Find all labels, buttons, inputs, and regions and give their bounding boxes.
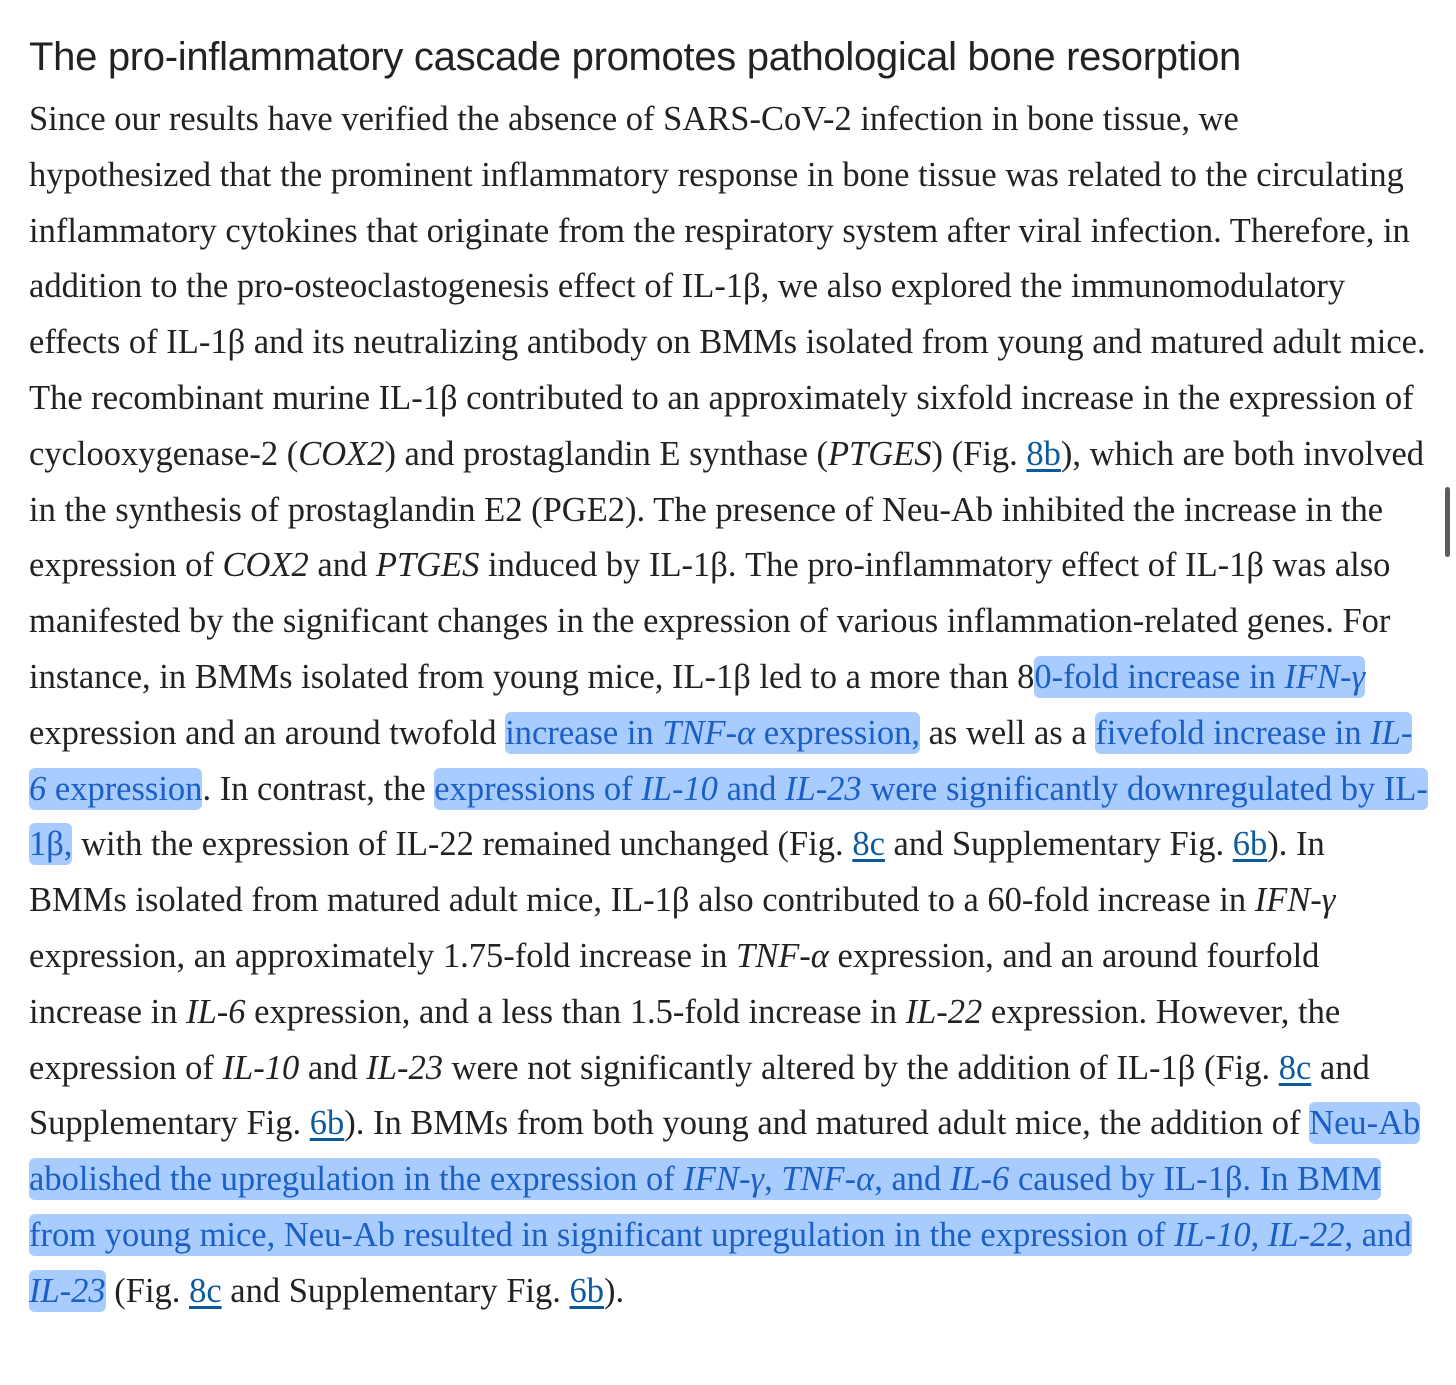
gene-name: IL-6: [29, 713, 1413, 808]
text-segment: expression. However, the expression of: [29, 992, 1341, 1087]
highlight-segment: , and: [874, 1160, 950, 1199]
highlight-segment: ,: [764, 1160, 782, 1199]
highlight-segment: expressions of: [434, 769, 642, 808]
highlight-segment: 0-fold increase in: [1034, 657, 1285, 696]
section-heading: The pro-inflammatory cascade promotes pathological bone resorption: [29, 35, 1241, 79]
gene-name: IL-10: [1173, 1215, 1251, 1254]
gene-name: IFN-γ: [1254, 881, 1336, 920]
highlight-segment: fivefold increase in: [1095, 713, 1371, 752]
gene-name: COX2: [222, 546, 309, 585]
highlight-segment: and: [717, 769, 786, 808]
gene-name: COX2: [298, 434, 385, 473]
highlight-segment: expression,: [755, 713, 920, 752]
text-segment: Since our results have verified the absence of SARS-CoV-2 infection in bone tissue, we hypothesized that the prominent inflammatory response in bone tissue was related to the circulating inflammatory cytokines that originate from the respiratory system after viral infection. Therefore, in addition to the pro-osteoclastogenesis effect of IL-1β, we also explored the immunomodulatory effects of IL-1β and its neutralizing antibody on BMMs isolated from young and matured adult mice. The recombinant murine IL-1β contributed to an approximately sixfold increase in the expression of cyclooxygenase-2 (: [29, 100, 1426, 473]
gene-name: IFN-γ: [683, 1160, 765, 1199]
text-segment: as well as a: [919, 713, 1096, 752]
gene-name: IL-10: [641, 769, 718, 808]
gene-name: IL-6: [949, 1160, 1010, 1199]
highlight-segment: expression: [46, 769, 203, 808]
text-segment: expression, an approximately 1.75-fold increase in: [29, 936, 737, 975]
gene-name: PTGES: [828, 434, 932, 473]
gene-name: IL-23: [366, 1048, 443, 1087]
figure-link-8b[interactable]: 8b: [1026, 434, 1061, 473]
gene-name: IL-23: [29, 1271, 106, 1310]
gene-name: IL-6: [186, 992, 246, 1031]
highlight-segment: were significantly downregulated by IL-1β,: [29, 769, 1428, 864]
highlighted-text[interactable]: [505, 712, 920, 754]
supplementary-figure-link-6b[interactable]: 6b: [1232, 825, 1268, 864]
supplementary-figure-link-6b[interactable]: 6b: [309, 1104, 345, 1143]
text-segment: and Supplementary Fig.: [221, 1271, 570, 1310]
text-segment: ).: [603, 1271, 625, 1310]
text-segment: and Supplementary Fig.: [884, 825, 1233, 864]
text-segment: expression and an around twofold: [29, 713, 506, 752]
text-segment: induced by IL-1β. The pro-inflammatory effect of IL-1β was also manifested by the significant changes in the expression of various inflammation-related genes. For instance, in BMMs isolated from young mice, IL-1β led to a more than 8: [29, 546, 1391, 696]
figure-link-8c[interactable]: 8c: [852, 825, 885, 864]
scrollbar-thumb[interactable]: [1445, 487, 1450, 557]
gene-name: IL-22: [905, 992, 983, 1031]
gene-name: PTGES: [375, 546, 480, 585]
article-paragraph: [29, 92, 1429, 1320]
highlight-segment: Neu-Ab abolished the upregulation in the expression of: [29, 1104, 1421, 1199]
text-segment: and: [299, 1048, 367, 1087]
highlight-segment: caused by IL-1β. In BMM from young mice, Neu-Ab resulted in significant upregulation in the expression of: [29, 1160, 1382, 1254]
figure-link-8c[interactable]: 8c: [189, 1271, 222, 1310]
text-segment: . In contrast, the: [202, 769, 435, 808]
highlight-segment: ,: [1250, 1215, 1268, 1254]
text-segment: (Fig.: [105, 1271, 190, 1310]
text-segment: expression, and a less than 1.5-fold increase in: [245, 992, 906, 1031]
text-segment: ). In BMMs isolated from matured adult mice, IL-1β also contributed to a 60-fold increase in: [29, 825, 1325, 920]
highlight-segment: increase in: [505, 713, 663, 752]
text-segment: ) (Fig.: [931, 434, 1027, 473]
text-segment: ) and prostaglandin E synthase (: [384, 434, 829, 473]
highlight-segment: , and: [1344, 1215, 1412, 1254]
text-segment: and: [308, 546, 376, 585]
text-segment: and Supplementary Fig.: [29, 1048, 1370, 1143]
text-segment: with the expression of IL-22 remained unchanged (Fig.: [72, 825, 853, 864]
gene-name: IL-22: [1267, 1215, 1345, 1254]
text-segment: ), which are both involved in the synthesis of prostaglandin E2 (PGE2). The presence of Neu-Ab inhibited the increase in the expression of: [29, 434, 1425, 585]
gene-name: TNF-α: [662, 713, 756, 752]
gene-name: IFN-γ: [1284, 657, 1366, 696]
figure-link-8c[interactable]: 8c: [1278, 1048, 1312, 1087]
gene-name: TNF-α: [781, 1160, 875, 1199]
text-segment: were not significantly altered by the addition of IL-1β (Fig.: [442, 1048, 1279, 1087]
gene-name: TNF-α: [736, 936, 829, 975]
gene-name: IL-10: [222, 1048, 300, 1087]
highlighted-text[interactable]: [1034, 656, 1365, 698]
text-segment: expression, and an around fourfold increase in: [29, 936, 1320, 1031]
supplementary-figure-link-6b[interactable]: 6b: [569, 1271, 604, 1310]
gene-name: IL-23: [785, 769, 862, 808]
text-segment: ). In BMMs from both young and matured adult mice, the addition of: [344, 1104, 1310, 1143]
